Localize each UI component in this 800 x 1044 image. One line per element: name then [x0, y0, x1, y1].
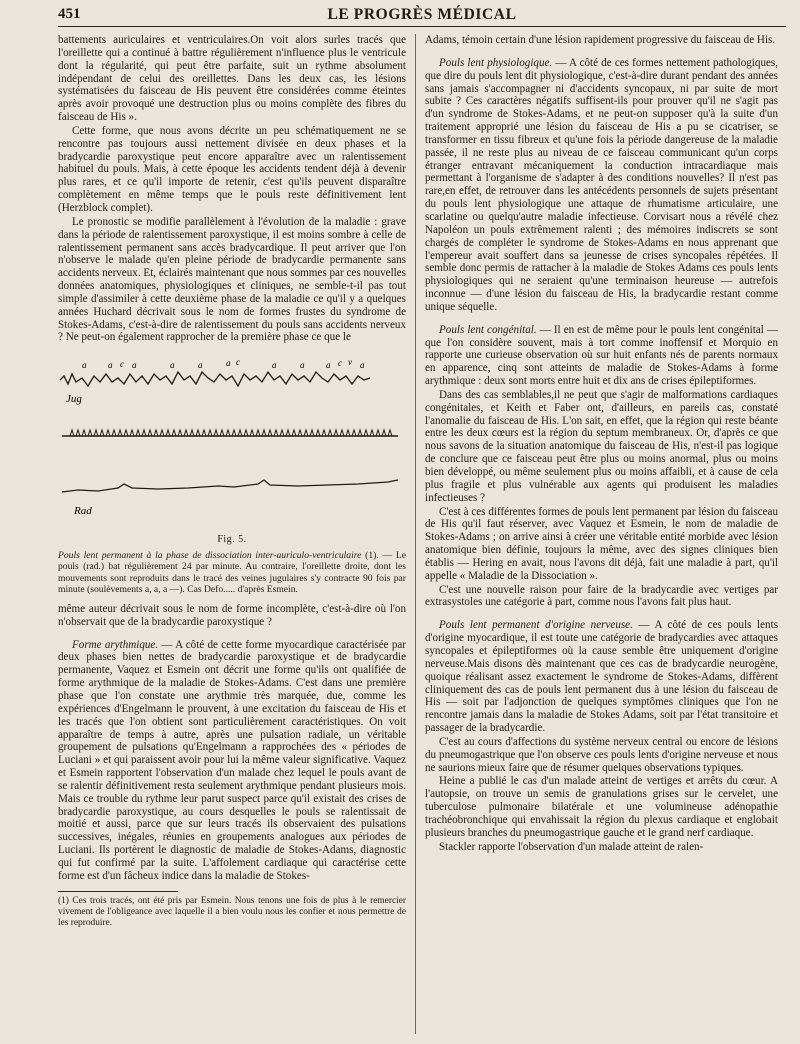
journal-title: LE PROGRÈS MÉDICAL	[327, 6, 517, 23]
time-tick	[160, 430, 164, 436]
time-tick	[316, 430, 320, 436]
column-divider	[415, 34, 416, 1034]
pulse-tracings	[58, 352, 406, 532]
wave-label: a	[300, 360, 305, 371]
time-tick	[358, 430, 362, 436]
wave-label: c	[120, 359, 124, 370]
time-tick	[334, 430, 338, 436]
section-title: Forme arythmique.	[72, 638, 159, 651]
paragraph: C'est à ces différentes formes de pouls lent permanent par lésion du faisceau de His qu'il faut réserver, avec Vaquez et Esmein, le nom de maladie de Stokes-Adams ; on arrive ainsi à créer une véritable entité morbide avec lésion anatomique bien définie, toujours la même, avec des signes cliniques bien établis — Hering en avait, nous l'avons dit déjà, fait une maladie à part, qu'il appelle « Maladie de la Dissociation ».	[425, 505, 778, 582]
time-tick	[220, 430, 224, 436]
section-paragraph	[425, 619, 778, 735]
wave-label: a	[360, 360, 365, 371]
caption-text: (1). — Le pouls (rad.) bat régulièrement 24 par minute. Au contraire, l'oreillette droite, dont les mouvements sont reproduits dans le tracé des veines jugulaires s'y contracte 90 fois par minute (soulèvements a, a, a —). Cas Defo..... d'après Esmein.	[58, 550, 406, 595]
time-tick	[376, 430, 380, 436]
section-body: — A côté de cette forme myocardique caractérisée par deux phases bien nettes de bradycardie paroxystique et de bradycardie permanente, Vaquez et Esmein ont décrit une forme qu'ils ont qualifiée de forme arythmique de la maladie de Stokes-Adams. C'est dans une première phase que l'on constate une arythmie très marquée, due, comme les expériences d'Engelmann le prouvent, à une excitation du faisceau de His et les tracés que l'on obtient sont particulièrement caractéristiques. On voit apparaître de temps à autre, après une pulsation radiale, un véritable groupement de pulsations qu'Engelmann a rapprochées des « périodes de Luciani » et qui paraissent avoir pour lui la même valeur significative. Vaquez et Esmein rapportent l'observation d'un malade chez lequel le pouls avant de se ralentir définitivement resta seulement arythmique pendant plusieurs mois. Mais ce trouble du rythme leur parut suspect parce qu'il existait des crises de bradycardie paroxystique, au cours desquelles le pouls se ralentissait de moitié et aussi, parce que sur leurs tracés ils observaient des pulsations successives, inégales, réunies en groupements analogues aux périodes de Luciani. Ils portèrent le diagnostic de maladie de Stokes-Adams, diagnostic qui fut confirmé par la suite. L'affolement cardiaque qui caractérise cette forme est d'un fâcheux indice dans la maladie de Stokes-	[58, 638, 406, 882]
time-tick	[280, 430, 284, 436]
paragraph: même auteur décrivait sous le nom de forme incomplète, c'est-à-dire où l'on n'observait que de la bradycardie paroxystique ?	[58, 602, 406, 628]
wave-label: a	[226, 358, 231, 369]
paragraph: Adams, témoin certain d'une lésion rapidement progressive du faisceau de His.	[425, 34, 776, 46]
wave-label: a	[272, 360, 277, 371]
wave-label: a	[132, 360, 137, 371]
wave-label: a	[170, 360, 175, 371]
section-title: Pouls lent physiologique.	[439, 56, 553, 69]
time-tick	[226, 430, 230, 436]
time-tick	[112, 430, 116, 436]
time-tick	[190, 430, 194, 436]
footnote: (1) Ces trois tracés, ont été pris par Esmein. Nous tenons une fois de plus à le remercier vivement de l'obligeance avec laquelle il a bien voulu nous les confier et nous permettre de les reproduire.	[58, 895, 406, 928]
time-tick	[298, 430, 302, 436]
time-tick	[346, 430, 350, 436]
wave-label: a	[82, 360, 87, 371]
time-tick	[388, 430, 392, 436]
wave-label: a	[108, 360, 113, 371]
time-tick	[148, 430, 152, 436]
time-tick	[238, 430, 242, 436]
time-tick	[106, 430, 110, 436]
time-tick	[70, 430, 74, 436]
figure-caption	[58, 550, 406, 595]
paragraph: Stackler rapporte l'observation d'un malade atteint de ralen-	[439, 840, 704, 853]
time-tick	[274, 430, 278, 436]
time-tick	[76, 430, 80, 436]
time-tick	[136, 430, 140, 436]
jugular-label: Jug	[66, 393, 82, 406]
time-tick	[88, 430, 92, 436]
time-tick	[328, 430, 332, 436]
time-tick	[292, 430, 296, 436]
time-tick	[124, 430, 128, 436]
time-tick	[370, 430, 374, 436]
time-tick	[268, 430, 272, 436]
time-tick	[184, 430, 188, 436]
paragraph: battements auriculaires et ventriculaires.On voit alors surles tracés que l'oreillette qui a continué à battre régulièrement n'influence plus le ventricule dont la régularité, qui peut être parfaite, suit un rythme absolument indépendant de celui des oreillettes. Dans les deux cas, les lésions systématisées du faisceau de His peuvent être considérées comme éteintes après avoir provoqué une destruction plus ou moins complète des fibres du faisceau de His ».	[58, 34, 406, 124]
jugular-tracing	[60, 372, 370, 386]
paragraph: Dans des cas semblables,il ne peut que s'agir de malformations cardiaques congénitales, et Keith et Faber ont, d'ailleurs, en pareils cas, constaté l'anomalie du faisceau de His. L'on sait, en effet, que la région qui reste béante entre les deux cœurs est la région du septum membraneux. Or, d'après ce que nous savons de la situation anatomique du faisceau de His, n'est-il pas logique de conclure que ce faisceau peut être plus ou moins anormal, plus ou moins bien développé, ou même seulement plus ou moins affaibli, et à cause de cela plus fragile et plus vulnérable aux agents qui produisent les maladies infectieuses ?	[425, 388, 778, 504]
wave-label: v	[348, 357, 352, 368]
pulse-tracing-figure	[58, 352, 406, 532]
time-tick	[352, 430, 356, 436]
page-number: 451	[58, 6, 81, 22]
time-tick	[94, 430, 98, 436]
right-column	[425, 34, 778, 854]
time-tick	[382, 430, 386, 436]
paragraph: C'est une nouvelle raison pour faire de la bradycardie avec vertiges par extrasystoles une catégorie à part, comme nous l'avons fait plus haut.	[425, 583, 778, 609]
wave-label: a	[326, 360, 331, 371]
paragraph: Cette forme, que nous avons décrite un peu schématiquement ne se rencontre pas toujours aussi nettement divisée en deux phases et la bradycardie paroxystique peut encore apparaître avec un ralentissement habituel du pouls. Mais, à cette époque les accidents tendent déjà à devenir plus rares, et ce qu'il importe de retenir, c'est qu'ils peuvent disparaître complètement en même temps que le pouls reste définitivement lent (Herzblock complet).	[58, 124, 406, 214]
figure-number: Fig. 5.	[217, 534, 247, 546]
time-tick	[208, 430, 212, 436]
time-tick	[262, 430, 266, 436]
section-body: — A côté de ces formes nettement pathologiques, que dire du pouls lent dit physiologique, c'est-à-dire durant pendant des années sans jamais s'accompagner ni d'accidents syncopaux, ni par suite de mort subite ? Ces caractères négatifs suffisent-ils pour prouver qu'il ne s'agit pas d'un syndrome de Stokes-Adams, et ne peut-on supposer qu'à la suite d'un traitement approprié une lésion du faisceau de His a pu se cicatriser, se transformer en tissu fibreux et qu'une fois la période dangereuse de la maladie passée, il ne reste plus au niveau de ce faisceau communicant qu'un corps étranger entravant mécaniquement la conduction intracardiaque mais permettant à l'organisme de s'adapter à des conditions nouvelles? Il n'est pas rare,en effet, de retrouver dans les antécédents personnels de sujets présentant du pouls lent physiologique une attaque de rhumatisme articulaire, une scarlatine ou quelqu'autre maladie infectieuse. Corvisart nous a révélé chez Napoléon un pouls extrêmement ralenti ; des mémoires indiscrets se sont chargés de compléter le syndrome de Stokes-Adams en nous apprenant que l'empereur avait souffert dans sa jeunesse de crises syncopales répétées. Il semble donc permis de rattacher à la maladie de Stokes Adams ces pouls lents physiologiques qui ne seraient qu'une terminaison heureuse — autrefois inconnue — d'une lésion du faisceau de His, la bradycardie restant comme unique séquelle.	[425, 56, 779, 313]
wave-label: a	[198, 360, 203, 371]
time-tick	[364, 430, 368, 436]
time-tick	[244, 430, 248, 436]
section-body: — A côté de ces pouls lents d'origine myocardique, il est toute une catégorie de bradycardies avec attaques syncopales et épileptiformes où la cause semble être uniquement d'origine nerveuse.Mais disons dès maintenant que ces cas de bradycardie neurogène, quoique réalisant assez exactement le syndrome de Stokes-Adams, diffèrent cliniquement des cas de pouls lent permanent dus à une lésion du faisceau de His — soit par l'adjonction de quelques symptômes cliniques que l'on ne rencontre jamais dans la maladie de Stokes Adams, soit par l'état transitoire et passager de la bradycardie.	[425, 619, 779, 735]
section-paragraph	[425, 57, 778, 314]
time-tick	[340, 430, 344, 436]
footnote-rule	[58, 891, 178, 892]
time-tick	[166, 430, 170, 436]
section-title: Pouls lent permanent d'origine nerveuse.	[439, 619, 633, 632]
section-body: — Il en est de même pour le pouls lent congénital — que l'on considère souvent, mais à tort comme inoffensif et Morquio en rapporte une curieuse observation où sur huit enfants nés de parents normaux en apparence, cinq sont atteints de maladie de Stokes-Adams à forme arythmique : deux sont morts entre huit et dix ans de crises épileptiformes.	[425, 323, 778, 388]
time-tick	[142, 430, 146, 436]
paragraph: Heine a publié le cas d'un malade atteint de vertiges et arrêts du cœur. A l'autopsie, on trouve un semis de granulations grises sur le cervelet, une tuberculose pulmonaire bilatérale et une volumineuse adénopathie trachéobronchique qui envahissait la région du plexus cardiaque et englobait plusieurs branches du pneumogastrique gauche et le grand nerf cardiaque.	[425, 775, 778, 839]
radial-label: Rad	[74, 505, 92, 518]
radial-tracing	[62, 480, 398, 492]
time-tick	[172, 430, 176, 436]
time-tick	[214, 430, 218, 436]
time-tick	[100, 430, 104, 436]
time-ticks	[70, 430, 392, 436]
time-tick	[154, 430, 158, 436]
time-tick	[232, 430, 236, 436]
time-tick	[82, 430, 86, 436]
time-tick	[196, 430, 200, 436]
time-tick	[304, 430, 308, 436]
section-title: Pouls lent congénital.	[439, 323, 537, 336]
section-paragraph	[58, 639, 406, 883]
time-tick	[250, 430, 254, 436]
time-tick	[286, 430, 290, 436]
time-tick	[178, 430, 182, 436]
time-tick	[322, 430, 326, 436]
time-tick	[310, 430, 314, 436]
time-tick	[256, 430, 260, 436]
left-column	[58, 34, 406, 929]
page-header	[58, 6, 786, 27]
time-tick	[202, 430, 206, 436]
time-tick	[130, 430, 134, 436]
paragraph: C'est au cours d'affections du système nerveux central ou encore de lésions du pneumogastrique que l'on observe ces pouls lents d'origine nerveuse et nous ne saurions mieux faire que de résumer quelques observations typiques.	[425, 735, 778, 774]
caption-title: Pouls lent permanent à la phase de dissociation inter-auriculo-ventriculaire	[58, 550, 362, 562]
wave-label: c	[338, 358, 342, 369]
section-paragraph	[425, 324, 778, 388]
time-tick	[118, 430, 122, 436]
paragraph: Le pronostic se modifie parallèlement à l'évolution de la maladie : grave dans la période de ralentissement paroxystique, il est moins sombre à celle de ralentissement permanent sans accès bradycardique. Il peut arriver que l'on n'observe le malade qu'en pleine période de bradycardie permanente sans accidents nerveux. Et, éclairés maintenant que nous sommes par ces nouvelles données anatomiques, physiologiques et cliniques, ne semble-t-il pas tout simple d'assimiler à cette deuxième phase de la maladie ce qu'il y a quelques années Huchard décrivait sous le nom de formes frustes du syndrome de Stokes-Adams, c'est-à-dire de ralentissement du pouls sans accidents nerveux ? Ne peut-on également rapprocher de la première phase ce que le	[58, 215, 406, 344]
wave-label: c	[236, 357, 240, 368]
